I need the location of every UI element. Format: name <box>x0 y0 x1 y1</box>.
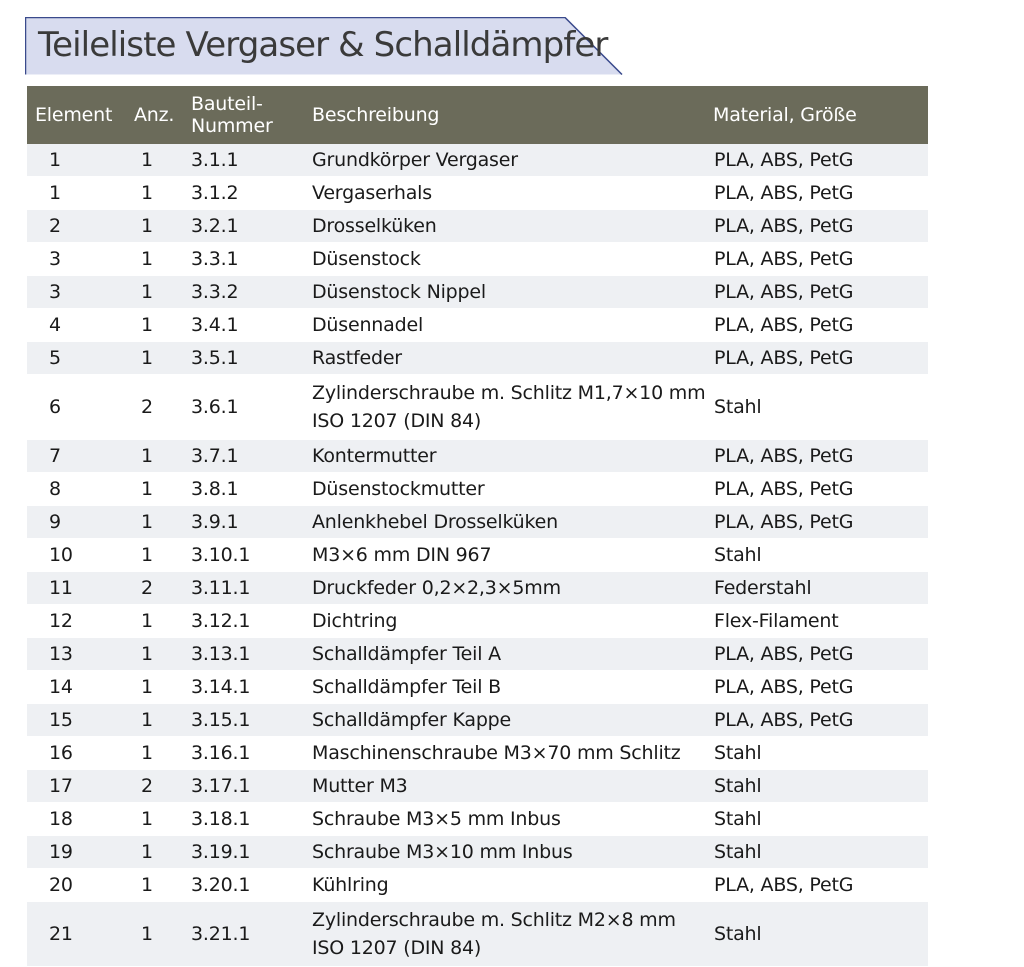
cell-anz: 1 <box>134 638 191 671</box>
cell-beschreibung: Schalldämpfer Teil B <box>312 671 713 704</box>
cell-anz: 1 <box>134 177 191 210</box>
cell-material: PLA, ABS, PetG <box>713 309 928 342</box>
cell-anz: 1 <box>134 243 191 276</box>
table-row <box>27 803 928 836</box>
cell-beschreibung: Drosselküken <box>312 210 713 243</box>
cell-anz: 1 <box>134 506 191 539</box>
table-header <box>27 86 928 144</box>
table-row <box>27 440 928 473</box>
cell-nummer: 3.8.1 <box>191 473 312 506</box>
cell-anz: 2 <box>134 572 191 605</box>
cell-beschreibung-line1: Zylinderschraube m. Schlitz M1,7×10 mm <box>312 382 706 404</box>
cell-nummer: 3.11.1 <box>191 572 312 605</box>
cell-element: 15 <box>27 704 134 737</box>
cell-beschreibung: Vergaserhals <box>312 177 713 210</box>
table-row <box>27 902 928 967</box>
cell-material: PLA, ABS, PetG <box>713 177 928 210</box>
cell-nummer: 3.4.1 <box>191 309 312 342</box>
cell-beschreibung: Schraube M3×5 mm Inbus <box>312 803 713 836</box>
cell-material: Stahl <box>713 836 928 869</box>
cell-anz: 2 <box>134 375 191 440</box>
cell-element: 7 <box>27 440 134 473</box>
table-row <box>27 177 928 210</box>
table-row <box>27 276 928 309</box>
cell-element: 4 <box>27 309 134 342</box>
cell-element: 3 <box>27 243 134 276</box>
cell-beschreibung: Grundkörper Vergaser <box>312 144 713 177</box>
cell-nummer: 3.12.1 <box>191 605 312 638</box>
cell-material: Federstahl <box>713 572 928 605</box>
cell-element: 1 <box>27 177 134 210</box>
cell-anz: 1 <box>134 276 191 309</box>
cell-nummer: 3.10.1 <box>191 539 312 572</box>
cell-beschreibung: M3×6 mm DIN 967 <box>312 539 713 572</box>
cell-nummer: 3.14.1 <box>191 671 312 704</box>
cell-element: 14 <box>27 671 134 704</box>
cell-nummer: 3.16.1 <box>191 737 312 770</box>
cell-anz: 1 <box>134 539 191 572</box>
cell-beschreibung: Düsenstock <box>312 243 713 276</box>
cell-material: PLA, ABS, PetG <box>713 276 928 309</box>
cell-beschreibung: Schalldämpfer Teil A <box>312 638 713 671</box>
cell-element: 1 <box>27 144 134 177</box>
cell-beschreibung: Kontermutter <box>312 440 713 473</box>
cell-element: 2 <box>27 210 134 243</box>
header-nummer-line2: Nummer <box>191 115 273 137</box>
cell-element: 5 <box>27 342 134 375</box>
cell-nummer: 3.19.1 <box>191 836 312 869</box>
cell-material: Flex-Filament <box>713 605 928 638</box>
cell-anz: 1 <box>134 440 191 473</box>
table-row <box>27 770 928 803</box>
cell-beschreibung: Schalldämpfer Kappe <box>312 704 713 737</box>
cell-anz: 1 <box>134 144 191 177</box>
cell-material: PLA, ABS, PetG <box>713 144 928 177</box>
table-row <box>27 572 928 605</box>
cell-material: Stahl <box>713 803 928 836</box>
table-row <box>27 737 928 770</box>
cell-beschreibung: Düsenstock Nippel <box>312 276 713 309</box>
cell-beschreibung: Druckfeder 0,2×2,3×5mm <box>312 572 713 605</box>
cell-beschreibung: Kühlring <box>312 869 713 902</box>
cell-beschreibung <box>312 375 713 440</box>
table-row <box>27 539 928 572</box>
header-beschreibung: Beschreibung <box>312 86 713 144</box>
cell-beschreibung: Düsenstockmutter <box>312 473 713 506</box>
cell-beschreibung-line2: ISO 1207 (DIN 84) <box>312 410 482 432</box>
table-row <box>27 210 928 243</box>
cell-material: PLA, ABS, PetG <box>713 440 928 473</box>
cell-beschreibung: Dichtring <box>312 605 713 638</box>
table-row <box>27 605 928 638</box>
cell-anz: 1 <box>134 309 191 342</box>
cell-anz: 1 <box>134 803 191 836</box>
cell-material: PLA, ABS, PetG <box>713 243 928 276</box>
cell-nummer: 3.13.1 <box>191 638 312 671</box>
cell-material: PLA, ABS, PetG <box>713 210 928 243</box>
cell-anz: 1 <box>134 210 191 243</box>
cell-anz: 1 <box>134 605 191 638</box>
cell-element: 17 <box>27 770 134 803</box>
page-title: Teileliste Vergaser & Schalldämpfer <box>38 25 608 65</box>
cell-element: 3 <box>27 276 134 309</box>
cell-element: 18 <box>27 803 134 836</box>
cell-material: PLA, ABS, PetG <box>713 638 928 671</box>
cell-nummer: 3.1.2 <box>191 177 312 210</box>
cell-anz: 1 <box>134 836 191 869</box>
cell-material: PLA, ABS, PetG <box>713 473 928 506</box>
title-tab <box>25 17 625 75</box>
cell-anz: 1 <box>134 737 191 770</box>
cell-nummer: 3.18.1 <box>191 803 312 836</box>
cell-element: 9 <box>27 506 134 539</box>
cell-element: 8 <box>27 473 134 506</box>
cell-nummer: 3.3.1 <box>191 243 312 276</box>
cell-beschreibung-line2: ISO 1207 (DIN 84) <box>312 937 482 959</box>
table-row <box>27 375 928 440</box>
table-row <box>27 243 928 276</box>
cell-anz: 1 <box>134 704 191 737</box>
cell-beschreibung: Düsennadel <box>312 309 713 342</box>
header-material: Material, Größe <box>713 86 928 144</box>
cell-element: 6 <box>27 375 134 440</box>
cell-nummer: 3.3.2 <box>191 276 312 309</box>
cell-nummer: 3.5.1 <box>191 342 312 375</box>
cell-material: Stahl <box>713 770 928 803</box>
cell-element: 16 <box>27 737 134 770</box>
cell-nummer: 3.15.1 <box>191 704 312 737</box>
cell-nummer: 3.20.1 <box>191 869 312 902</box>
cell-material: PLA, ABS, PetG <box>713 869 928 902</box>
cell-material: Stahl <box>713 902 928 967</box>
table-row <box>27 836 928 869</box>
table-row <box>27 869 928 902</box>
cell-nummer: 3.2.1 <box>191 210 312 243</box>
header-row <box>27 86 928 144</box>
cell-beschreibung: Schraube M3×10 mm Inbus <box>312 836 713 869</box>
cell-material: Stahl <box>713 737 928 770</box>
table-row <box>27 144 928 177</box>
cell-anz: 1 <box>134 869 191 902</box>
cell-element: 11 <box>27 572 134 605</box>
cell-element: 19 <box>27 836 134 869</box>
cell-element: 21 <box>27 902 134 967</box>
cell-beschreibung: Mutter M3 <box>312 770 713 803</box>
table-body <box>27 144 928 967</box>
table-row <box>27 506 928 539</box>
cell-nummer: 3.6.1 <box>191 375 312 440</box>
table-row <box>27 473 928 506</box>
cell-material: Stahl <box>713 539 928 572</box>
cell-beschreibung: Anlenkhebel Drosselküken <box>312 506 713 539</box>
cell-beschreibung-line1: Zylinderschraube m. Schlitz M2×8 mm <box>312 909 676 931</box>
cell-beschreibung: Rastfeder <box>312 342 713 375</box>
cell-element: 20 <box>27 869 134 902</box>
header-nummer-line1: Bauteil- <box>191 93 263 115</box>
header-element: Element <box>27 86 134 144</box>
cell-nummer: 3.9.1 <box>191 506 312 539</box>
cell-element: 10 <box>27 539 134 572</box>
cell-beschreibung <box>312 902 713 967</box>
cell-material: PLA, ABS, PetG <box>713 506 928 539</box>
cell-material: PLA, ABS, PetG <box>713 704 928 737</box>
cell-material: Stahl <box>713 375 928 440</box>
cell-anz: 2 <box>134 770 191 803</box>
table-row <box>27 704 928 737</box>
cell-element: 12 <box>27 605 134 638</box>
cell-anz: 1 <box>134 342 191 375</box>
table-row <box>27 638 928 671</box>
cell-nummer: 3.17.1 <box>191 770 312 803</box>
parts-table <box>27 86 928 967</box>
cell-beschreibung: Maschinenschraube M3×70 mm Schlitz <box>312 737 713 770</box>
table-row <box>27 309 928 342</box>
cell-anz: 1 <box>134 473 191 506</box>
cell-nummer: 3.7.1 <box>191 440 312 473</box>
table-row <box>27 342 928 375</box>
table-row <box>27 671 928 704</box>
header-nummer <box>191 86 312 144</box>
cell-element: 13 <box>27 638 134 671</box>
cell-nummer: 3.21.1 <box>191 902 312 967</box>
cell-anz: 1 <box>134 902 191 967</box>
cell-anz: 1 <box>134 671 191 704</box>
cell-material: PLA, ABS, PetG <box>713 342 928 375</box>
cell-nummer: 3.1.1 <box>191 144 312 177</box>
cell-material: PLA, ABS, PetG <box>713 671 928 704</box>
header-anz: Anz. <box>134 86 191 144</box>
